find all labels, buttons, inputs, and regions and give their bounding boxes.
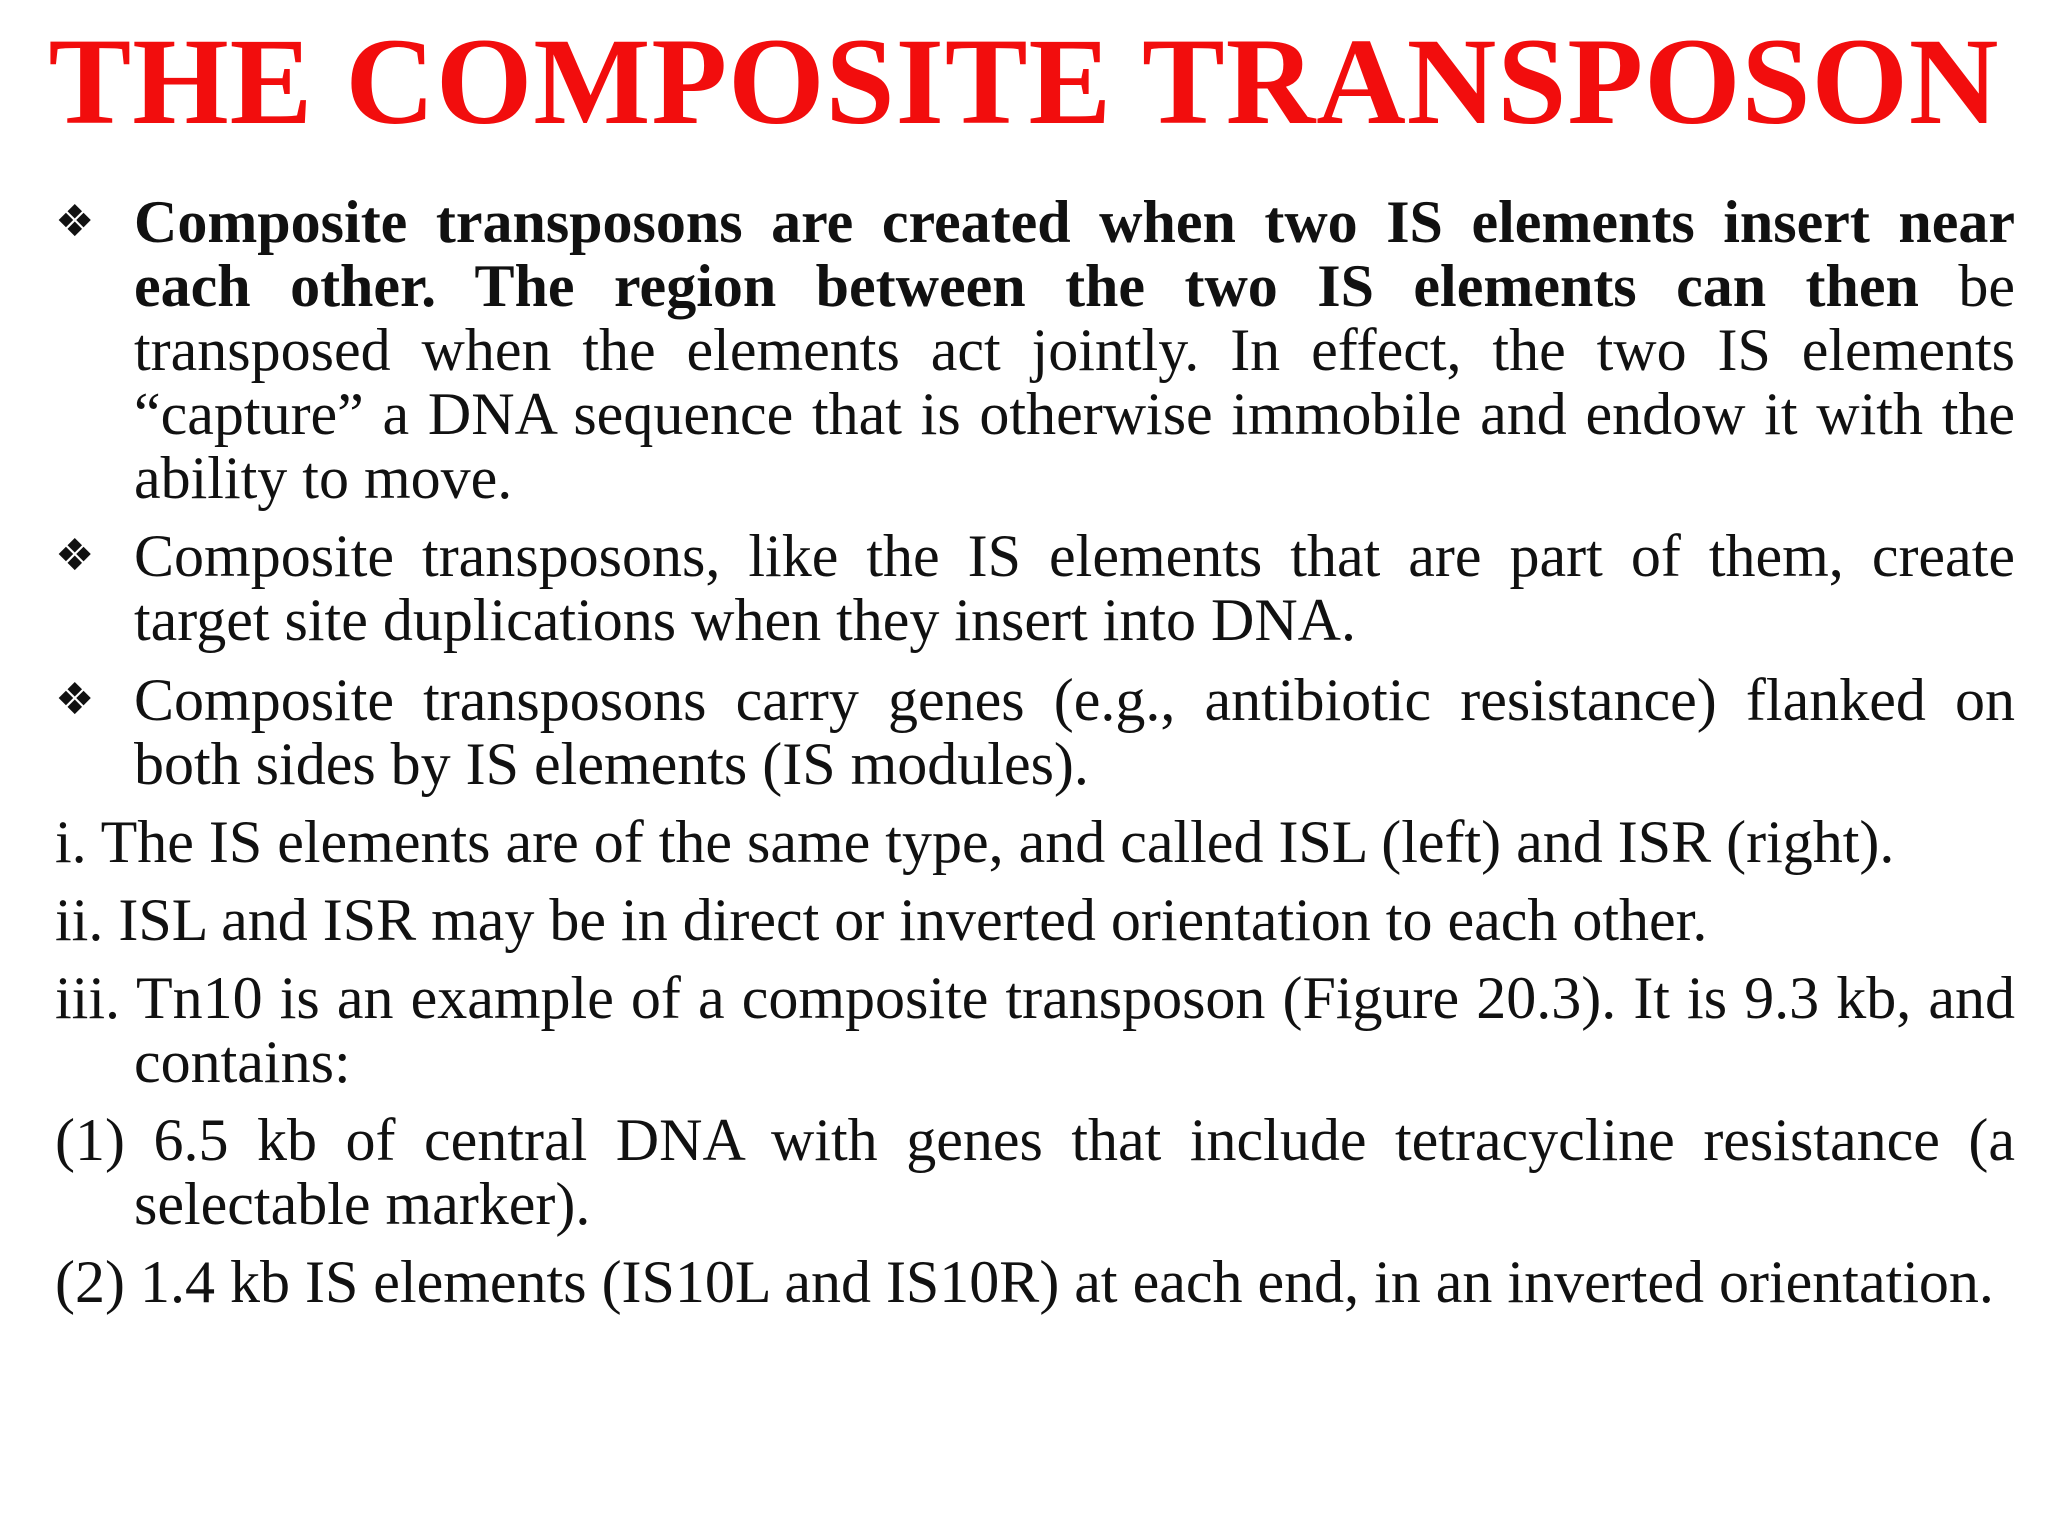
- numbered-item-1: (1) 6.5 kb of central DNA with genes that include tetracycline resistance (a selectable marker).: [55, 1107, 2015, 1237]
- bullet-item-3: [55, 668, 2015, 796]
- bullet-item-1: [55, 190, 2015, 510]
- four-diamond-bullet-icon: ❖: [55, 674, 95, 725]
- bullet-item-2: [55, 524, 2015, 652]
- four-diamond-bullet-icon: ❖: [55, 530, 95, 581]
- slide-title: THE COMPOSITE TRANSPOSON: [48, 13, 2000, 150]
- bullet-1-bold-text: Composite transposons are created when two IS elements insert near each other. The region between the two IS elements can then: [134, 189, 2015, 319]
- numbered-item-ii: ii. ISL and ISR may be in direct or inverted orientation to each other.: [55, 887, 1708, 953]
- numbered-item-2: (2) 1.4 kb IS elements (IS10L and IS10R) at each end, in an inverted orientation.: [55, 1249, 1994, 1315]
- bullet-2-text: Composite transposons, like the IS elements that are part of them, create target site duplications when they insert into DNA.: [134, 523, 2015, 653]
- slide-content: [55, 190, 2015, 1314]
- bullet-1-text: be transposed when the elements act jointly. In effect, the two IS elements “capture” a DNA sequence that is otherwise immobile and endow it with the ability to move.: [134, 253, 2015, 511]
- numbered-item-iii: iii. Tn10 is an example of a composite transposon (Figure 20.3). It is 9.3 kb, and contains:: [55, 965, 2015, 1095]
- bullet-3-text: Composite transposons carry genes (e.g., antibiotic resistance) flanked on both sides by IS elements (IS modules).: [134, 667, 2015, 797]
- four-diamond-bullet-icon: ❖: [55, 196, 95, 247]
- numbered-item-i: i. The IS elements are of the same type, and called ISL (left) and ISR (right).: [55, 809, 1895, 875]
